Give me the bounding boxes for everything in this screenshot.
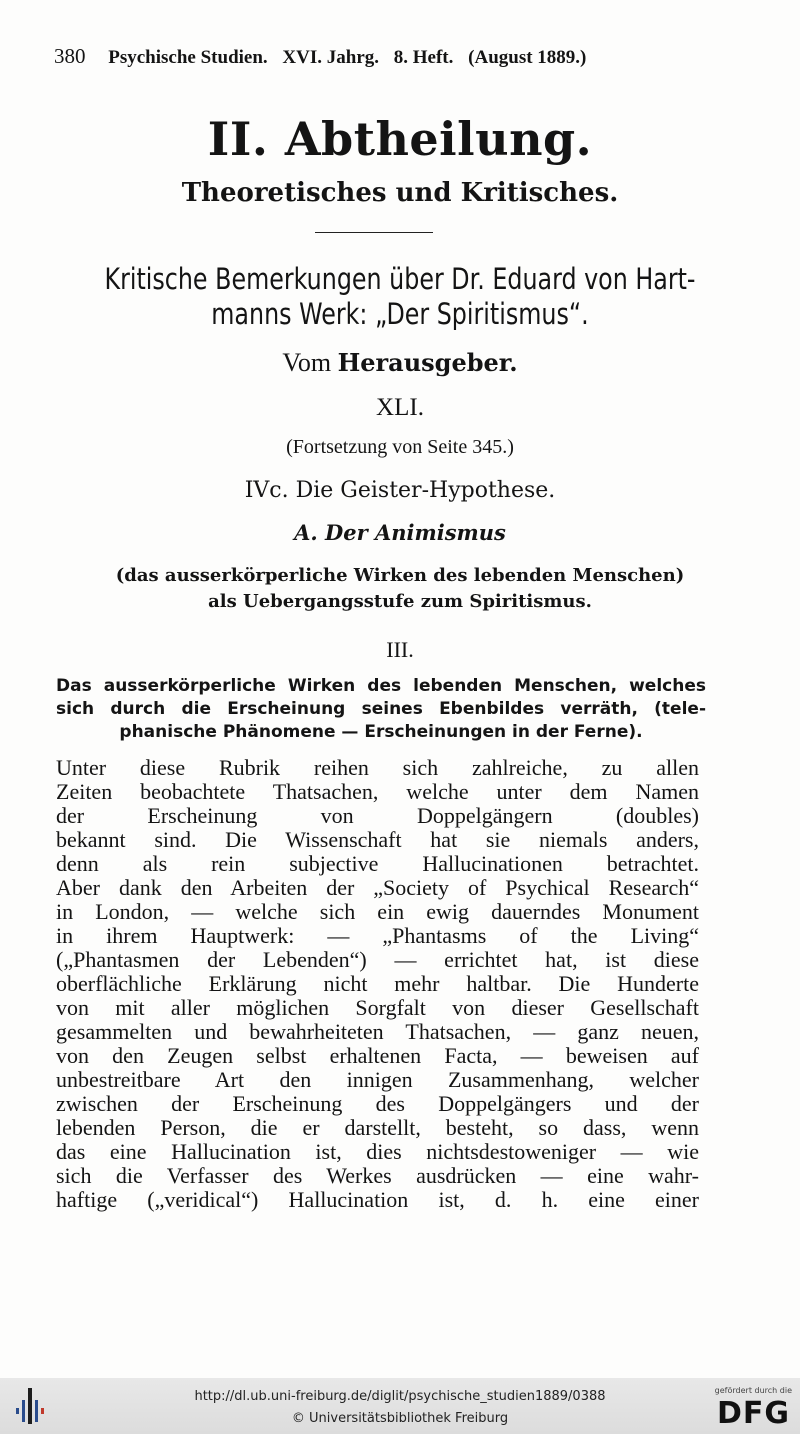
body-text-line: oberflächliche Erklärung nicht mehr haltbar. Die Hunderte <box>56 971 699 996</box>
section-subtitle: Theoretisches und Kritisches. <box>181 178 619 208</box>
part-number: XLI. <box>376 394 424 421</box>
footer-bar <box>0 1378 800 1434</box>
divider-rule <box>315 232 433 233</box>
body-text-line: haftige („veridical“) Hallucination ist, d. h. eine einer <box>56 1187 699 1212</box>
body-text-line: bekannt sind. Die Wissenschaft hat sie niemals anders, <box>56 827 699 852</box>
source-url-link[interactable]: http://dl.ub.uni-freiburg.de/diglit/psychische_studien1889/0388 <box>194 1389 606 1404</box>
body-text-line: gesammelten und bewahrheiteten Thatsachen, — ganz neuen, <box>56 1019 699 1044</box>
continuation-note: (Fortsetzung von Seite 345.) <box>286 436 514 458</box>
volume: XVI. Jahrg. <box>282 47 380 68</box>
subchapter-description-line-1: (das ausserkörperliche Wirken des lebenden Menschen) <box>115 565 685 586</box>
body-text-line: sich die Verfasser des Werkes ausdrücken — eine wahr- <box>56 1163 699 1188</box>
section-number: III. <box>386 637 414 662</box>
article-title-line-1: Kritische Bemerkungen über Dr. Eduard von Hart- <box>104 262 696 296</box>
body-text-line: zwischen der Erscheinung des Doppelgängers und der <box>56 1091 699 1116</box>
subchapter-description-line-2: als Uebergangsstufe zum Spiritismus. <box>208 591 592 612</box>
body-text-line: der Erscheinung von Doppelgängern (doubles) <box>56 803 699 828</box>
journal-name: Psychische Studien. <box>108 47 268 68</box>
running-header <box>54 44 674 76</box>
dfg-logo: DFG <box>716 1396 790 1431</box>
body-text-line: („Phantasmen der Lebenden“) — errichtet hat, ist diese <box>56 947 699 972</box>
copyright-notice: © Universitätsbibliothek Freiburg <box>291 1411 509 1426</box>
body-text-line: unbestreitbare Art den innigen Zusammenhang, welcher <box>56 1067 699 1092</box>
body-text-line: Zeiten beobachtete Thatsachen, welche unter dem Namen <box>56 779 699 804</box>
section-heading-line: Das ausserkörperliche Wirken des lebenden Menschen, welches <box>56 676 706 696</box>
article-title-line-2: manns Werk: „Der Spiritismus“. <box>211 297 589 331</box>
section-title: II. Abtheilung. <box>207 112 593 166</box>
author-prefix: Vom <box>282 348 332 377</box>
body-text-line: von den Zeugen selbst erhaltenen Facta, — beweisen auf <box>56 1043 699 1068</box>
body-text-line: von mit aller möglichen Sorgfalt von dieser Gesellschaft <box>56 995 699 1020</box>
section-heading-line: sich durch die Erscheinung seines Ebenbildes verräth, (tele- <box>56 699 706 719</box>
author-name: Herausgeber. <box>337 348 518 377</box>
body-text-line: das eine Hallucination ist, dies nichtsdestoweniger — wie <box>56 1139 699 1164</box>
section-heading-line: phanische Phänomene — Erscheinungen in der Ferne). <box>119 722 643 742</box>
body-text-line: lebenden Person, die er darstellt, besteht, so dass, wenn <box>56 1115 699 1140</box>
body-text-line: in ihrem Hauptwerk: — „Phantasms of the Living“ <box>56 923 699 948</box>
page-number: 380 <box>54 44 86 68</box>
issue-date: (August 1889.) <box>468 47 587 68</box>
body-text-line: Aber dank den Arbeiten der „Society of Psychical Research“ <box>56 875 699 900</box>
body-text-line: denn als rein subjective Hallucinationen betrachtet. <box>56 851 699 876</box>
dfg-caption: gefördert durch die <box>714 1386 792 1395</box>
chapter-heading: IVc. Die Geister-Hypothese. <box>244 478 556 503</box>
article-author <box>40 348 760 378</box>
subchapter-heading: A. Der Animismus <box>294 520 506 545</box>
body-text-line: in London, — welche sich ein ewig dauerndes Monument <box>56 899 699 924</box>
body-text-line: Unter diese Rubrik reihen sich zahlreiche, zu allen <box>56 755 699 780</box>
issue: 8. Heft. <box>393 47 454 68</box>
